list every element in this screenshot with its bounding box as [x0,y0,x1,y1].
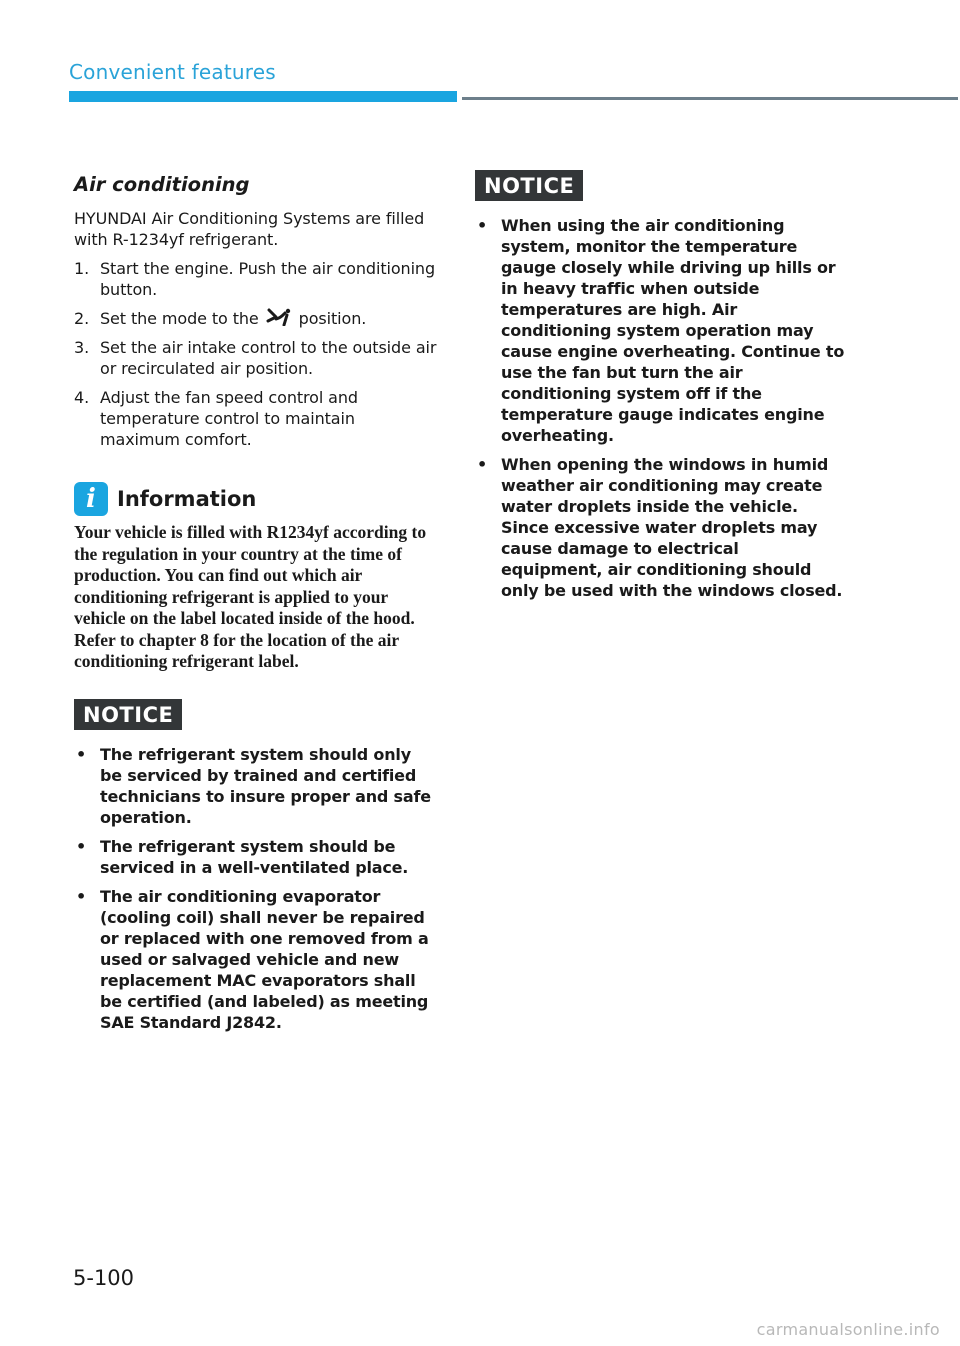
left-column [74,170,438,1041]
list-item [74,836,438,878]
bullet: • [76,744,87,764]
notice-item-text: When using the air conditioning system, monitor the temperature gauge closely while driving up hills or in heavy traffic when outside temperatures are high. Air conditioning system operation may cause engine overheating. Continue to use the fan but turn the air conditioning system off if the temperature gauge indicates engine overheating. [501,216,845,445]
step-text: Start the engine. Push the air conditioning button. [100,259,436,299]
watermark: carmanualsonline.info [756,1320,940,1339]
floor-mode-icon [266,308,292,326]
bullet: • [76,836,87,856]
step-text: Set the mode to the [100,309,259,328]
information-body: Your vehicle is filled with R1234yf according to the regulation in your country at the time of production. You can find out which air conditioning refrigerant is applied to your vehicle on the label located inside of the hood. Refer to chapter 8 for the location of the air conditioning refrigerant label. [74,522,427,671]
notice-badge: NOTICE [74,699,182,730]
information-header [74,482,438,516]
notice-list [475,215,845,601]
list-item [74,337,438,379]
right-column [475,170,845,609]
step-number: 4. [74,388,90,407]
information-title: Information [117,487,257,511]
notice-list [74,744,438,1033]
step-text: position. [298,309,367,328]
list-item [74,387,438,450]
information-icon: i [74,482,108,516]
notice-item-text: The refrigerant system should be serviced in a well-ventilated place. [100,836,409,877]
list-item [74,886,438,1033]
bullet: • [477,216,488,235]
notice-badge: NOTICE [475,170,583,201]
header-rule-accent [69,91,457,102]
notice-item-text: The air conditioning evaporator (cooling coil) shall never be repaired or replaced with one removed from a used or salvaged vehicle and new replacement MAC evaporators shall be certified (and labeled) as meeting SAE Standard J2842. [100,886,429,1032]
step-number: 2. [74,309,90,328]
ac-steps-list [74,258,438,450]
ac-section-title: Air conditioning [74,173,250,196]
step-text: Set the air intake control to the outside air or recirculated air position. [100,338,437,378]
header-rule-gray [462,97,958,100]
ac-intro-text: HYUNDAI Air Conditioning Systems are filled with R-1234yf refrigerant. [74,209,425,249]
step-number: 3. [74,338,90,357]
section-header-title: Convenient features [69,60,276,84]
list-item [74,308,438,329]
step-text: Adjust the fan speed control and temperature control to maintain maximum comfort. [100,388,358,449]
list-item [475,454,845,601]
list-item [74,258,438,300]
step-number: 1. [74,259,90,278]
bullet: • [76,886,87,906]
notice-item-text: The refrigerant system should only be serviced by trained and certified technicians to insure proper and safe operation. [100,744,431,827]
list-item [475,215,845,446]
notice-item-text: When opening the windows in humid weather air conditioning may create water droplets inside the vehicle. Since excessive water droplets may cause damage to electrical equipment, air conditioning should only be used with the windows closed. [501,455,843,600]
bullet: • [477,455,488,474]
page-number: 5-100 [73,1266,135,1290]
list-item [74,744,438,828]
